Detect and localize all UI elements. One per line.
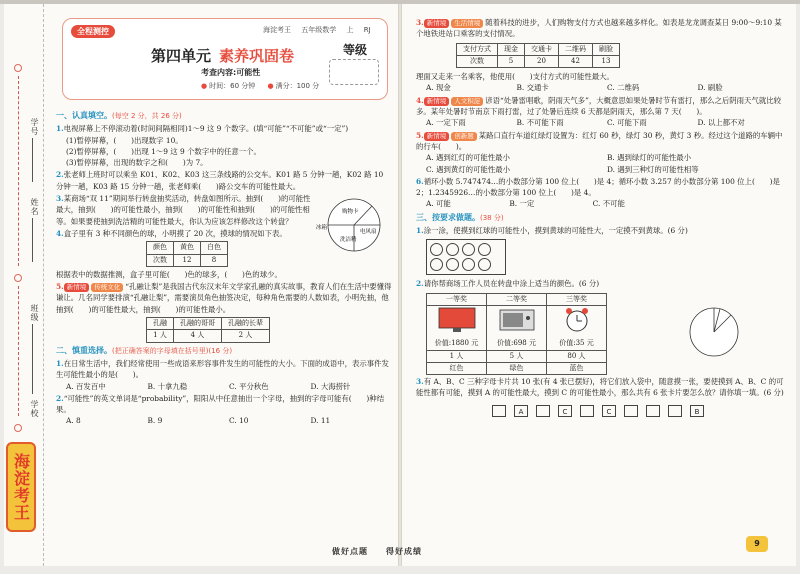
ball-circle[interactable]: [446, 258, 459, 271]
binding-hole-icon: [14, 64, 22, 72]
question-text: 有 A、B、C 三种字母卡片共 10 张(有 4 张已摆好)，将它们放入袋中，随意摸一张，要使摸到 A、B、C 的可能性都有可能，摸到 A 的可能性最大，摸到 C 的可能性最小，那么共有 6 张卡片要怎么放？请你填一填。(6 分): [416, 377, 784, 398]
role-table: 孔融 孔融的哥哥 孔融的长辈 1 人 4 人 2 人: [146, 317, 270, 343]
letter-card[interactable]: [624, 405, 638, 417]
question: 1.涂一涂，使摸到红球的可能性小，摸到黄球的可能性大，一定摸不到黄球。(6 分): [416, 225, 788, 275]
question: 5. 新情境 创新题 某路口直行车道红绿灯设置为：红灯 60 秒，绿灯 30 秒，黄灯 3 秒。经过这个道路的车辆中的行车( )。 A. 遇到红灯的可能性最小 B. 遇到绿灯的可能性最小 C. 遇到黄灯的可能性最小 D. 遇到三种灯的可能性相等: [416, 130, 788, 175]
question-text[interactable]: 循环小数 5.747474…的小数部分第 100 位上( )是 4；循环小数 3.257 的小数部分第 100 位上( )是 2；1.2345926…的小数部分第 100 位上( )是 4。: [416, 176, 780, 198]
ball-circle[interactable]: [462, 258, 475, 271]
score-icon: ●: [267, 82, 274, 90]
pie-label: 购物卡: [342, 209, 359, 216]
sub-question[interactable]: (3)暂停屏幕，出现的数字之和( )为 7。: [66, 158, 208, 168]
ball-circle[interactable]: [478, 258, 491, 271]
letter-card[interactable]: B: [690, 405, 704, 417]
paper-name: 素养巩固卷: [219, 47, 295, 65]
question-text: 请你帮商场工作人员在转盘中涂上适当的颜色。(6 分): [423, 279, 600, 289]
question-text[interactable]: “可能性”的英文单词是“probability”，阳阳从中任意抽出一个字母，抽到的字母可能有( )种结果。: [56, 393, 385, 415]
grade-box[interactable]: [329, 59, 379, 85]
right-questions: [416, 16, 788, 417]
tv-icon: 价值:1880 元: [427, 305, 487, 350]
cut-line: [18, 286, 19, 416]
question: 1.电视屏幕上不停滚动着(时间间隔相同)1～9 这 9 个数字。(填“可能”“不可能”或“一定”) (1)暂停屏幕，( )出现数字 10。 (2)暂停屏幕，( )出现 1～9 这 9 个数字中的任意一个。 (3)暂停屏幕，出现的数字之和( )为 7。: [56, 123, 392, 168]
payment-table: 支付方式 现金 交通卡 二维码 刷脸 次数 5 20 42 13: [456, 43, 620, 69]
footer-slogan: 做好点题 得好成绩: [332, 546, 422, 556]
term: 上: [346, 26, 354, 34]
question: 2.“可能性”的英文单词是“probability”，阳阳从中任意抽出一个字母，抽到的字母可能有( )种结果。 A. 8 B. 9 C. 10 D. 11: [56, 393, 392, 427]
question: 1.在日常生活中，我们经常使用一些成语来形容事件发生的可能性的大小。下面的成语中，表示事件发生可能性最小的是( )。 A. 百发百中 B. 十拿九稳 C. 平分秋色 D. 大海捞针: [56, 358, 392, 392]
binding-hole-icon: [14, 274, 22, 282]
question-text: 电视屏幕上不停滚动着(时间间隔相同)1～9 这 9 个数字。(填“可能”“不可能”或“一定”): [63, 124, 349, 134]
page-number: 9: [746, 536, 768, 552]
section-title: 三、按要求做题。(38 分): [416, 212, 504, 222]
pie-label: 电风扇: [360, 229, 377, 236]
question-text[interactable]: 某路口直行车道红绿灯设置为：红灯 60 秒，绿灯 30 秒，黄灯 3 秒。经过这个道路的车辆中的行车( )。: [416, 130, 783, 151]
options: A. 可能 B. 一定 C. 不可能: [426, 199, 625, 209]
time-score-line: [201, 81, 329, 91]
book-meta: [263, 25, 379, 35]
letter-card[interactable]: C: [602, 405, 616, 417]
ball-circle[interactable]: [462, 243, 475, 256]
ball-circle[interactable]: [478, 243, 491, 256]
brand-badge: [6, 442, 36, 532]
ball-circle[interactable]: [446, 243, 459, 256]
options: A. 百发百中 B. 十拿九稳 C. 平分秋色 D. 大海捞针: [66, 381, 351, 391]
question: 5. 新情境 传统文化 “孔融让梨”是我国古代东汉末年文学家孔融的真实故事，教育人们在生活中要懂得谦让。几名同学要排演“孔融让梨”，需要演员角色抽签决定，每种角色需要的人数如表，小明先抽，他抽到( )的可能性最大，抽到( )的可能性最小。 孔融 孔融的哥哥 孔融的长辈 1 人 4 人 2 人: [56, 281, 392, 342]
question-text[interactable]: 理面又走来一名乘客，他使用( )支付方式的可能性最大。: [416, 72, 614, 82]
options: A. 遇到红灯的可能性最小 B. 遇到绿灯的可能性最小 C. 遇到黄灯的可能性最小 D. 遇到三种灯的可能性相等: [426, 153, 699, 174]
question-text[interactable]: 根据表中的数据推测，盒子里可能( )色的球多，( )色的球少。: [56, 269, 282, 279]
options: A. 8 B. 9 C. 10 D. 11: [66, 416, 331, 426]
letter-card[interactable]: [536, 405, 550, 417]
page-title: [151, 45, 294, 66]
microwave-icon: 价值:698 元: [487, 305, 547, 350]
section-title: 二、慎重选择。(把正确答案的字母填在括号里)(16 分): [56, 345, 233, 355]
options: A. 一定下雨 B. 不可能下雨 C. 可能下雨 D. 以上都不对: [426, 118, 745, 128]
question: 6.循环小数 5.747474…的小数部分第 100 位上( )是 4；循环小数 3.257 的小数部分第 100 位上( )是 2；1.2345926…的小数部分第 100 位上( )是 4。 A. 可能 B. 一定 C. 不可能: [416, 176, 780, 209]
section-title: 一、认真填空。(每空 2 分，共 26 分): [56, 111, 182, 120]
spinner-to-color[interactable]: [684, 302, 744, 362]
field-label-class: 班级: [30, 304, 39, 322]
question-text[interactable]: 某商场“双 11”期间举行转盘抽奖活动，转盘如图所示。抽到( )的可能性最大，抽到( )的可能性最小，抽到( )的可能性和抽到( )的可能性相等。如果要使抽到洗洁精的可能性最大，你认为应该怎样修改这个转盘？: [56, 194, 311, 226]
cut-line: [18, 76, 19, 266]
binding-hole-icon: [14, 424, 22, 432]
pie-label: 冰箱: [316, 225, 328, 232]
letter-card[interactable]: [492, 405, 506, 417]
grade-subject: 五年级数学: [301, 26, 337, 34]
letter-card[interactable]: C: [558, 405, 572, 417]
left-questions: [56, 108, 392, 427]
brand-text: 海淀考王: [11, 453, 31, 521]
question: 4. 新情境 人文积淀 谚语“处暑雷唱歌，阴雨天气多”，大概意思如果处暑时节有雷打，那么之后阴雨天气就比较多。某年处暑时节南京下雨打雷，过了处暑后连续 6 天都是阴雨天，那么第 7 天( )。 A. 一定下雨 B. 不可能下雨 C. 可能下雨 D. 以上都不对: [416, 95, 788, 129]
field-label-student-id: 学号: [30, 118, 39, 136]
field-line: [32, 354, 33, 394]
ball-table: 颜色 黄色 白色 次数 12 8: [146, 241, 228, 267]
question-text[interactable]: 在日常生活中，我们经常使用一些成语来形容事件发生的可能性的大小。下面的成语中，表示事件发生可能性最小的是( )。: [56, 358, 389, 380]
prize-table: 一等奖 二等奖 三等奖 价值:1880 元 价值:698 元 价值:35 元 1 人 5 人 80 人 红色 绿色 蓝色: [426, 293, 607, 375]
options: A. 现金 B. 交通卡 C. 二维码 D. 刷脸: [426, 83, 723, 93]
question-text: 涂一涂，使摸到红球的可能性小，摸到黄球的可能性大，一定摸不到黄球。(6 分): [423, 226, 688, 236]
full-score: 满分：100 分: [275, 82, 320, 90]
pie-label: 洗洁精: [340, 237, 357, 244]
sub-question[interactable]: (2)暂停屏幕，( )出现 1～9 这 9 个数字中的任意一个。: [66, 146, 261, 156]
field-label-name: 姓名: [30, 198, 39, 216]
topic-line: 考查内容:可能性: [201, 68, 261, 77]
question: 2.张老师上班时可以乘坐 K01、K02、K03 这三条线路的公交车。K01 路 5 分钟一趟，K02 路 10 分钟一趟，K03 路 15 分钟一趟，张老师乘( )路公交车的可能性最大。: [56, 170, 384, 191]
question-text: 盒子里有 3 种不同颜色的球，小明摸了 20 次，摸球的情况如下表。: [63, 228, 287, 238]
sub-question[interactable]: (1)暂停屏幕，( )出现数字 10。: [66, 135, 183, 145]
spinner-chart: [316, 193, 392, 257]
clock-icon: ●: [201, 82, 208, 90]
question-text[interactable]: “孔融让梨”是我国古代东汉末年文学家孔融的真实故事，教育人们在生活中要懂得谦让。几名同学要排演“孔融让梨”，需要演员角色抽签决定，每种角色需要的人数如表，小明先抽，他抽到( )的可能性最大，抽到( )的可能性最小。: [56, 282, 392, 314]
left-page: [4, 4, 398, 566]
letter-card[interactable]: [668, 405, 682, 417]
section-tag: 全程测控: [71, 25, 115, 38]
field-label-school: 学校: [30, 400, 39, 418]
exam-header: [62, 18, 388, 100]
letter-card[interactable]: [580, 405, 594, 417]
field-line: [32, 218, 33, 262]
field-line: [32, 138, 33, 182]
binding-strip: [4, 4, 44, 566]
publisher: 海淀考王: [263, 26, 291, 34]
time-limit: 时间：60 分钟: [209, 82, 256, 90]
letter-card[interactable]: [646, 405, 660, 417]
unit-number: 第四单元: [151, 47, 212, 65]
grade-label: 等级: [343, 43, 368, 57]
letter-card[interactable]: A: [514, 405, 528, 417]
question: 4.盒子里有 3 种不同颜色的球，小明摸了 20 次，摸球的情况如下表。 颜色 黄色 白色 次数 12 8 根据表中的数据推测，盒子里可能( )色的球多，( )色的球少。: [56, 228, 392, 280]
question: 2.请你帮商场工作人员在转盘中涂上适当的颜色。(6 分) 一等奖 二等奖 三等奖 价值:1880 元 价值:698 元 价值:35 元 1 人 5 人 80 人 红色 绿色 蓝色: [416, 278, 788, 375]
question-text[interactable]: 谚语“处暑雷唱歌，阴雨天气多”，大概意思如果处暑时节有雷打，那么之后阴雨天气就比较多。某年处暑时节南京下雨打雷，过了处暑后连续 6 天都是阴雨天，那么第 7 天( )。: [416, 95, 782, 117]
edition: RJ: [363, 26, 371, 34]
ball-circle[interactable]: [430, 258, 443, 271]
question-text: 随着科技的进步，人们购物支付方式也越来越多样化。如表是龙龙调查某日 9:00～9:10 某个地铁进站口乘客的支付情况。: [416, 18, 782, 39]
question: 3. 新情境 生活情境 随着科技的进步，人们购物支付方式也越来越多样化。如表是龙龙调查某日 9:00～9:10 某个地铁进站口乘客的支付情况。 支付方式 现金 交通卡 二维码 刷脸 次数 5 20 42 13 理面又走来一名乘客，他使用( )支付方式的可能性最大。 A. 现金 B. 交通卡 C. 二维码 D. 刷脸: [416, 17, 788, 94]
ball-circle[interactable]: [430, 243, 443, 256]
alarm-clock-icon: 价值:35 元: [547, 305, 607, 350]
question-text[interactable]: 张老师上班时可以乘坐 K01、K02、K03 这三条线路的公交车。K01 路 5 分钟一趟，K02 路 10 分钟一趟，K03 路 15 分钟一趟，张老师乘( )路公交车的可能性最大。: [56, 170, 384, 191]
question: 3.有 A、B、C 三种字母卡片共 10 张(有 4 张已摆好)，将它们放入袋中，随意摸一张，要使摸到 A、B、C 的可能性都有可能，摸到 A 的可能性最大，摸到 C 的可能性最小，那么共有 6 张卡片要怎么放？请你填一填。(6 分) A C C B: [416, 376, 788, 417]
question: 3.某商场“双 11”期间举行转盘抽奖活动，转盘如图所示。抽到( )的可能性最大，抽到( )的可能性最小，抽到( )的可能性和抽到( )的可能性相等。如果要使抽到洗洁精的可能性最大，你认为应该怎样修改这个转盘？ 购物卡 电风扇 洗洁精 冰箱: [56, 193, 392, 227]
ball-box: [426, 239, 506, 275]
card-row: [416, 405, 788, 417]
